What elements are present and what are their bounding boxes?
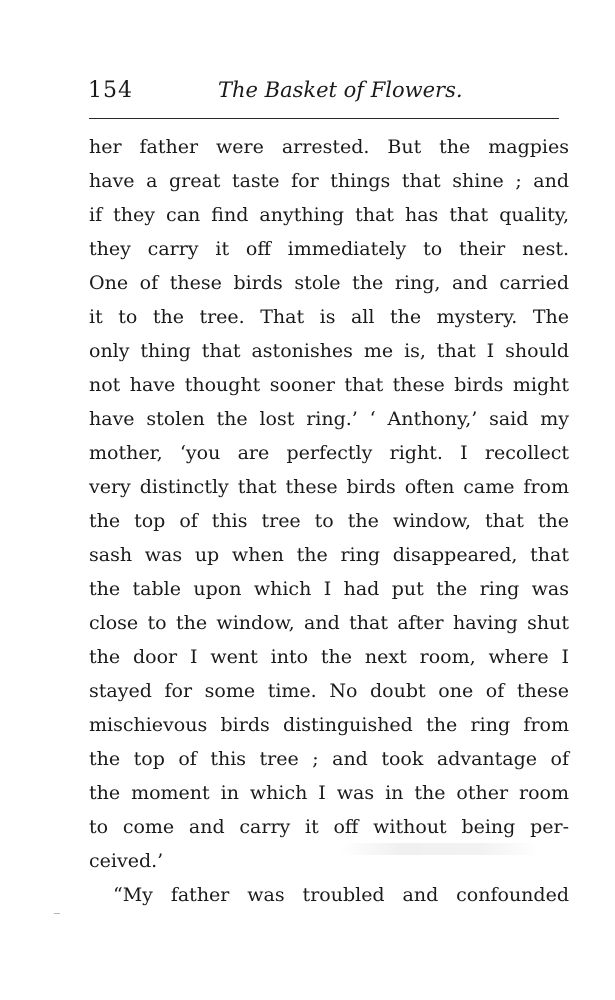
text-line: mother, ‘you are perfectly right. I recollect — [89, 442, 569, 464]
text-line: they carry it off immediately to their nest. — [89, 238, 569, 260]
text-line: if they can find anything that has that quality, — [89, 204, 569, 226]
text-line: only thing that astonishes me is, that I should — [89, 340, 569, 362]
text-line: it to the tree. That is all the mystery. The — [89, 306, 569, 328]
text-line: One of these birds stole the ring, and carried — [89, 272, 569, 294]
page-number: 154 — [88, 78, 133, 103]
text-line: have a great taste for things that shine ; and — [89, 170, 569, 192]
text-line: the door I went into the next room, where I — [89, 646, 569, 668]
text-line: not have thought sooner that these birds might — [89, 374, 569, 396]
body-text — [89, 130, 569, 912]
header-rule — [89, 118, 559, 119]
show-through-smudge — [340, 843, 540, 855]
text-line: close to the window, and that after having shut — [89, 612, 569, 634]
text-line: to come and carry it off without being per- — [89, 816, 569, 838]
running-title: The Basket of Flowers. — [218, 78, 463, 102]
text-line: her father were arrested. But the magpies — [89, 136, 569, 158]
text-line: the top of this tree to the window, that the — [89, 510, 569, 532]
text-line: mischievous birds distinguished the ring from — [89, 714, 569, 736]
text-line: sash was up when the ring disappeared, that — [89, 544, 569, 566]
text-line: the top of this tree ; and took advantage of — [89, 748, 569, 770]
running-head — [88, 74, 558, 108]
paragraph-start-line: “My father was troubled and confounded — [113, 884, 569, 906]
text-line: stayed for some time. No doubt one of these — [89, 680, 569, 702]
text-line: the moment in which I was in the other room — [89, 782, 569, 804]
paper-speck — [54, 913, 60, 914]
text-line: have stolen the lost ring.’ ‘ Anthony,’ said my — [89, 408, 569, 430]
text-line: ceived.’ — [89, 850, 164, 872]
text-line: the table upon which I had put the ring was — [89, 578, 569, 600]
text-line: very distinctly that these birds often came from — [89, 476, 569, 498]
